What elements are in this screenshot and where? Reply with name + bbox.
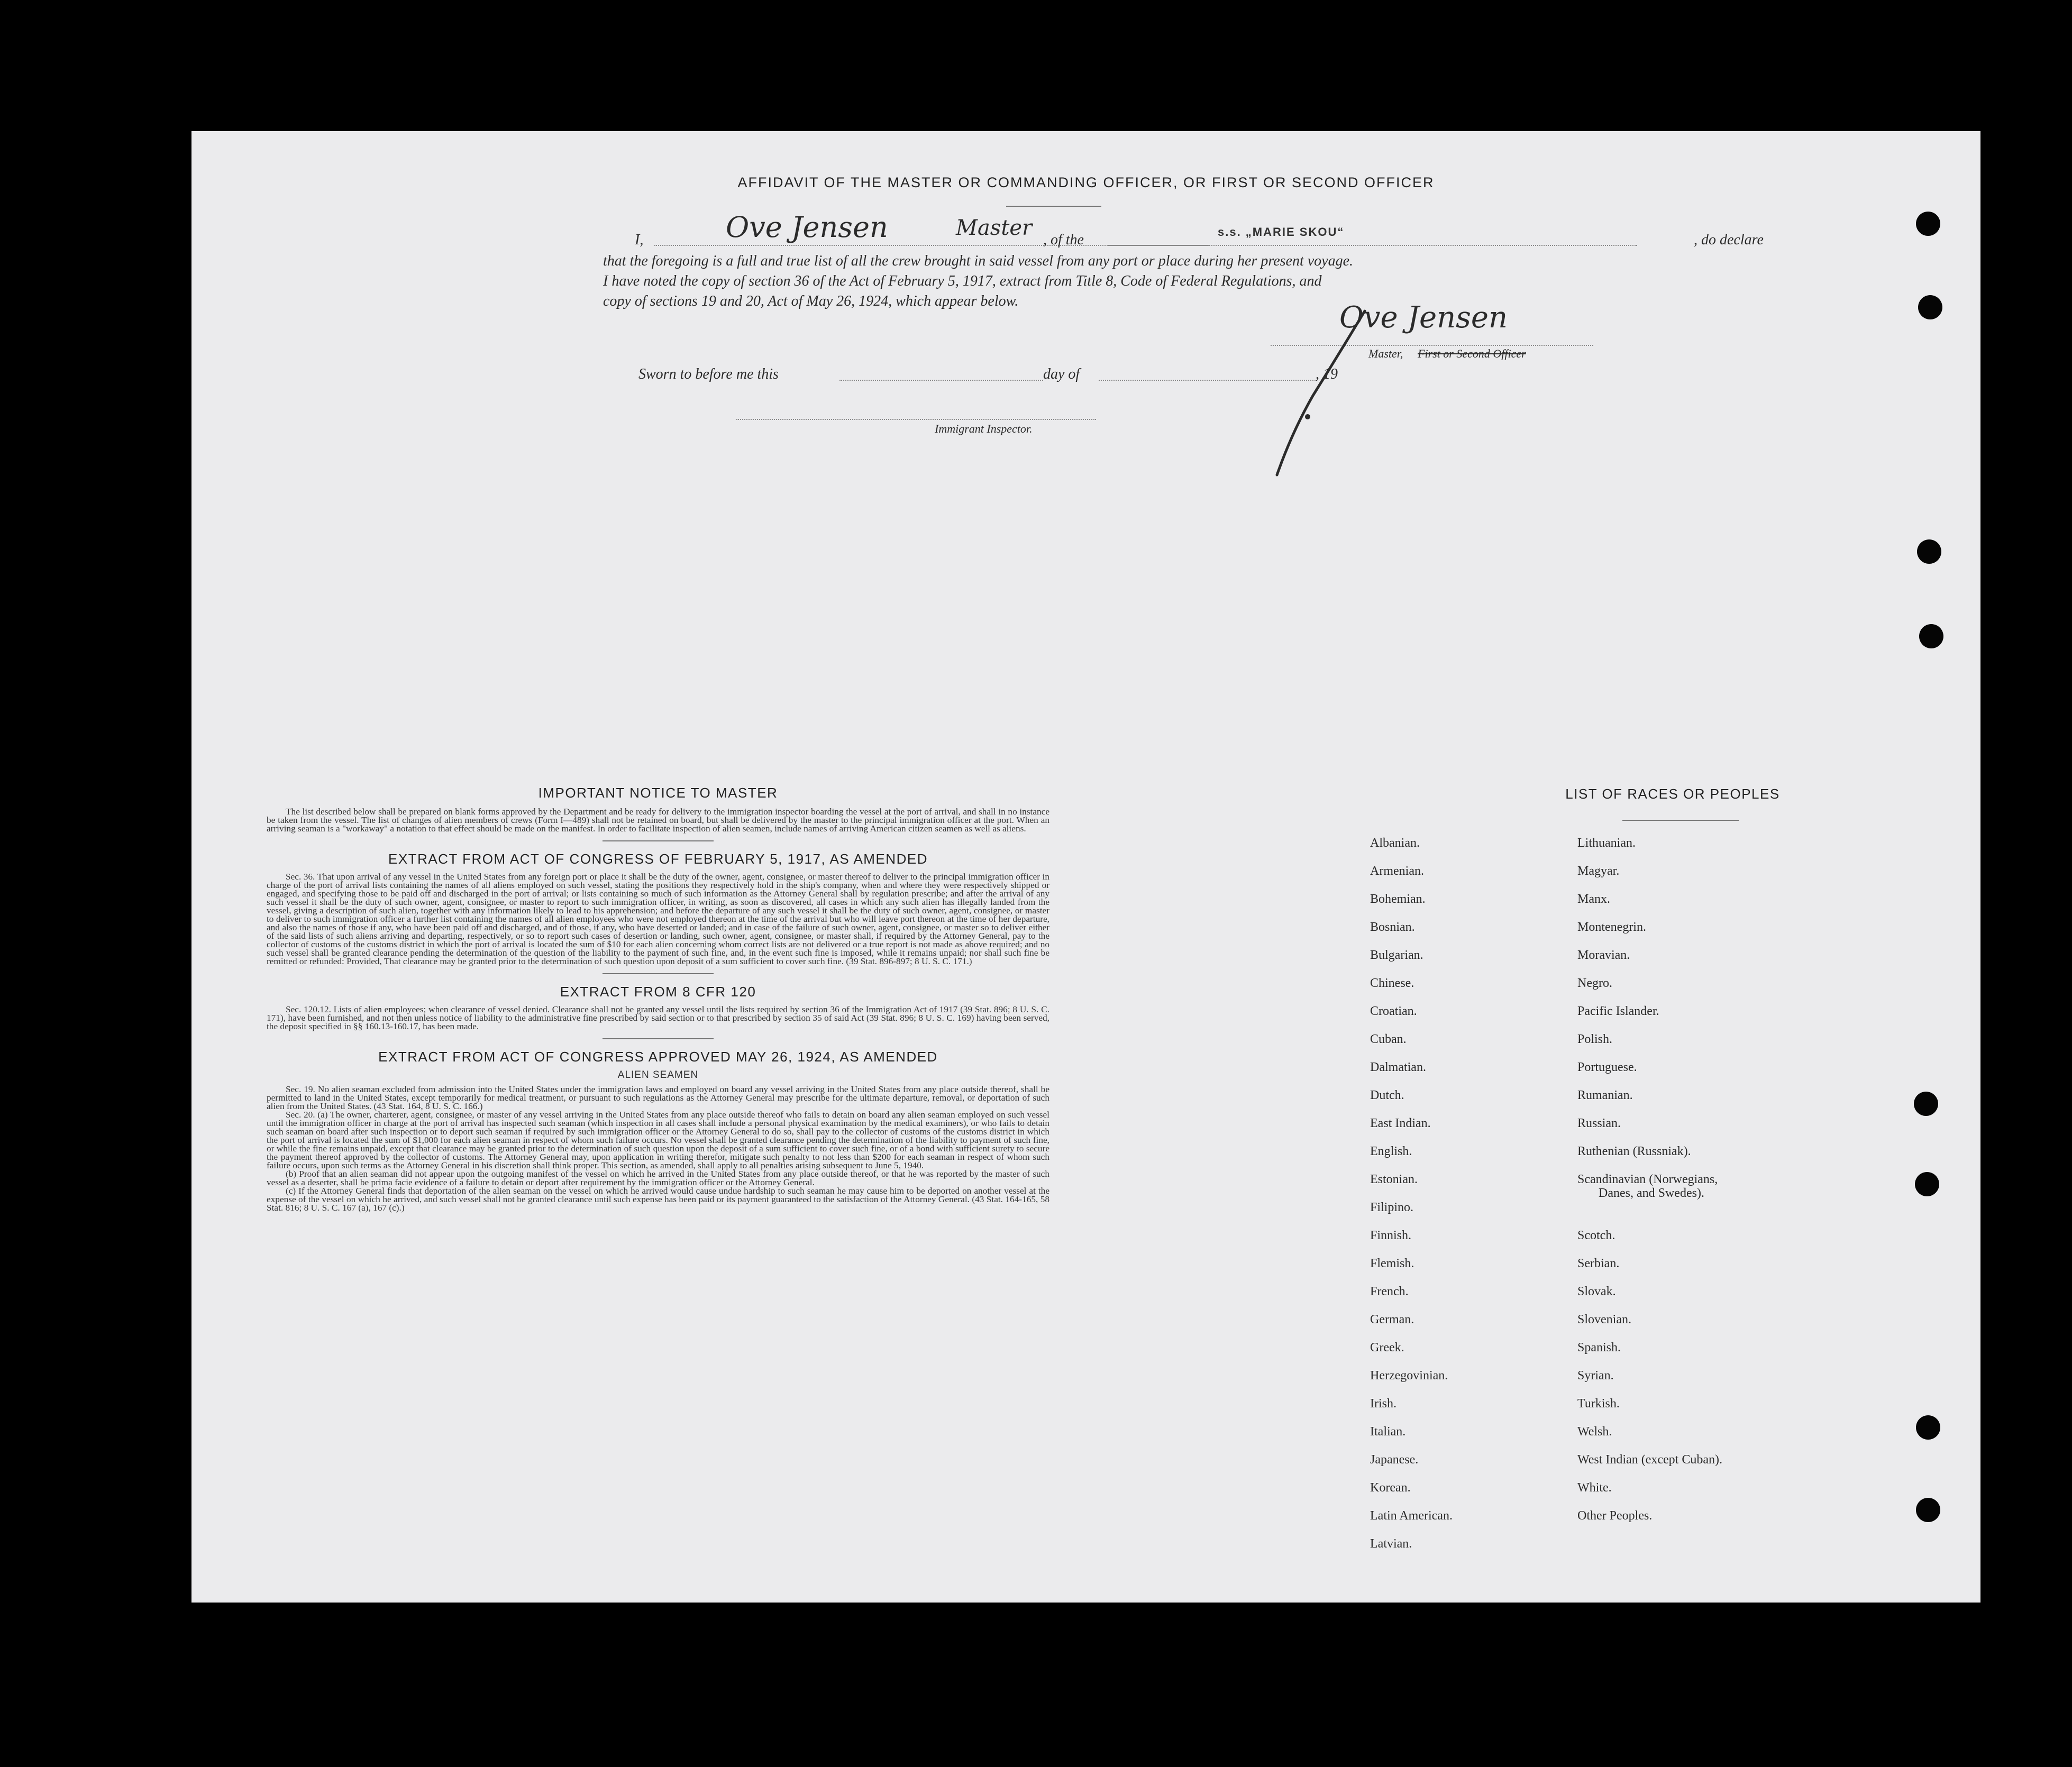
race-item: Pacific Islander.: [1577, 1004, 1659, 1018]
race-item: Portuguese.: [1577, 1060, 1637, 1074]
vessel-name: s.s. „MARIE SKOU“: [1218, 225, 1345, 239]
signature: Ove Jensen: [1339, 300, 1508, 335]
race-item: Bulgarian.: [1370, 948, 1423, 962]
race-item: German.: [1370, 1313, 1414, 1326]
extract-1924-title: EXTRACT FROM ACT OF CONGRESS APPROVED MAY 26, 1924, AS AMENDED: [378, 1049, 938, 1065]
race-item: Dutch.: [1370, 1088, 1404, 1102]
race-item: Latin American.: [1370, 1509, 1453, 1523]
race-item: Greek.: [1370, 1341, 1404, 1354]
race-item: Welsh.: [1577, 1425, 1612, 1439]
race-item: Danes, and Swedes).: [1599, 1186, 1704, 1200]
document-page: [191, 131, 1980, 1603]
race-item: Serbian.: [1577, 1257, 1620, 1270]
race-item: Cuban.: [1370, 1032, 1407, 1046]
race-item: Armenian.: [1370, 864, 1424, 878]
extract-1917-text: Sec. 36. That upon arrival of any vessel in the United States from any foreign port or place it shall be the duty of the owner, agent, consignee, or master thereof to deliver to the principal immigration officer in charge of the port of arrival lists containing the names of all aliens employed on such vessel, stating the positions they respectively hold in the ship's company, when and where they were respectively shipped or engaged, and specifying those to be paid off and discharged in the port of arrival; or lists containing so much of such information as the Attorney General shall by regulation prescribe; and after the arrival of any such vessel it shall be the duty of such owner, agent, consignee, or master to report to such immigration officer, in writing, as soon as discovered, all cases in which any such alien has illegally landed from the vessel, giving a description of such alien, together with any information likely to lead to his apprehension; and before the departure of any such vessel it shall be the duty of such owner, agent, consignee, or master to deliver to such immigration officer a further list containing the names of all alien employees who were not employed thereon at the time of the arrival but who will leave port thereon at the time of her departure, and also the names of those if any, who have been paid off and discharged, and of those, if any, who have deserted or landed; and in case of the failure of such owner, agent, consignee, or master so to deliver either of the said lists of such aliens arriving and departing, respectively, or so to report such cases of desertion or landing, such owner, agent, consignee, or master shall, if required by the Attorney General, pay to the collector of customs of the customs district in which the port of arrival is located the sum of $10 for each alien concerning whom correct lists are not delivered or a true report is not made as above required; and no such vessel shall be granted clearance pending the determination of the question of the liability to the payment of such fine, and, in the event such fine is imposed, while it remains unpaid; nor shall such fine be remitted or refunded: Provided, That clearance may be granted prior to the determination of such question upon deposit of a sum sufficient to cover such fine. (39 Stat. 896-897; 8 U. S. C. 171.): [267, 872, 1049, 966]
alien-seamen-subtitle: ALIEN SEAMEN: [617, 1069, 699, 1081]
race-item: Herzegovinian.: [1370, 1369, 1448, 1383]
extract-1924-paragraph: (b) Proof that an alien seaman did not appear upon the outgoing manifest of the vessel on which he arrived in the United States from any place outside thereof, or that he was reported by the master of such vessel as a deserter, shall be prima facie evidence of a failure to detain or deport after requirement by the immigration officer or the Attorney General.: [267, 1169, 1049, 1187]
races-title: LIST OF RACES OR PEOPLES: [1565, 786, 1780, 802]
extract-1924-paragraph: Sec. 19. No alien seaman excluded from admission into the United States under the immigration laws and employed on board any vessel arriving in the United States from any place outside thereof, shall be permitted to land in the United States, except temporarily for medical treatment, or pursuant to such regulations as the Attorney General may prescribe for the ultimate departure, removal, or deportation of such alien from the United States. (43 Stat. 164, 8 U. S. C. 166.): [267, 1084, 1049, 1111]
race-item: Turkish.: [1577, 1397, 1620, 1411]
extract-1924-paragraph: (c) If the Attorney General finds that deportation of the alien seaman on the vessel on which he arrived would cause undue hardship to such seaman he may cause him to be deported on another vessel at the expense of the vessel on which he arrived, and such vessel shall not be granted clearance until such expense has been paid or its payment guaranteed to the satisfaction of the Attorney General. (43 Stat. 164-165, 58 Stat. 816; 8 U. S. C. 167 (a), 167 (c).): [267, 1186, 1049, 1213]
races-divider: [1622, 820, 1739, 821]
inspector-line: [736, 419, 1096, 420]
race-item: Slovenian.: [1577, 1313, 1631, 1326]
affidavit-line-3: I have noted the copy of section 36 of the Act of February 5, 1917, extract from Title 8, Code of Federal Regulations, and: [603, 273, 1322, 289]
cfr-title: EXTRACT FROM 8 CFR 120: [560, 984, 756, 1000]
binder-hole: [1919, 624, 1943, 648]
handwritten-name: Ove Jensen: [726, 210, 888, 244]
race-item: Scandinavian (Norwegians,: [1577, 1173, 1718, 1186]
race-item: Magyar.: [1577, 864, 1620, 878]
race-item: Slovak.: [1577, 1285, 1616, 1298]
binder-hole: [1916, 1498, 1940, 1522]
sworn-label: Sworn to before me this: [638, 366, 779, 382]
sworn-day-line: [839, 380, 1043, 381]
extract-1924-text: [267, 1085, 1049, 1212]
race-item: Lithuanian.: [1577, 836, 1636, 850]
race-item: Albanian.: [1370, 836, 1420, 850]
race-item: Rumanian.: [1577, 1088, 1633, 1102]
race-item: Japanese.: [1370, 1453, 1419, 1467]
race-item: Polish.: [1577, 1032, 1613, 1046]
cfr-text: Sec. 120.12. Lists of alien employees; when clearance of vessel denied. Clearance shall not be granted any vessel until the lists required by section 36 of the Immigration Act of 1917 (39 Stat. 896; 8 U. S. C. 171), have been furnished, and not then unless notice of liability to the administrative fine prescribed by said section or to that prescribed by section 35 of said Act (39 Stat. 896; 8 U. S. C. 169) having been served, the deposit specified in §§ 160.13-160.17, has been made.: [267, 1004, 1049, 1031]
race-item: Bohemian.: [1370, 892, 1426, 906]
race-item: English.: [1370, 1145, 1412, 1158]
handwritten-title: Master: [956, 216, 1033, 240]
officer-struck-label: First or Second Officer: [1418, 347, 1526, 360]
binder-hole: [1916, 1415, 1940, 1440]
master-label: Master,: [1368, 347, 1403, 360]
extract-1917-title: EXTRACT FROM ACT OF CONGRESS OF FEBRUARY 5, 1917, AS AMENDED: [388, 851, 928, 867]
affidavit-title: AFFIDAVIT OF THE MASTER OR COMMANDING OFFICER, OR FIRST OR SECOND OFFICER: [737, 175, 1435, 190]
race-item: Spanish.: [1577, 1341, 1621, 1354]
binder-hole: [1914, 1092, 1938, 1116]
extract-1924-paragraph: Sec. 20. (a) The owner, charterer, agent, consignee, or master of any vessel arriving in the United States from any place outside thereof who fails to detain on board any alien seaman employed on such vessel until the immigration officer in charge at the port of arrival has inspected such seaman (which inspection in all cases shall include a personal physical examination by the medical examiners), or who fails to detain such seaman on board after such inspection or to deport such seaman if required by such immigration officer or the Attorney General to do so, shall pay to the collector of customs of the customs district in which the port of arrival is located the sum of $1,000 for each alien seaman in respect of whom such failure occurs. No vessel shall be granted clearance pending the determination of the liability to payment of such fine, or while the fine remains unpaid, except that clearance may be granted prior to the determination of such question upon the deposit of a sum sufficient to cover such fine, or of a bond with sufficient surety to secure the payment thereof approved by the collector of customs. The Attorney General may, upon application in writing therefor, mitigate such penalty to not less than $200 for each seaman in respect of whom such failure occurs, upon such terms as the Attorney General in his discretion shall think proper. This section, as amended, shall apply to all penalties arising subsequent to June 5, 1940.: [267, 1110, 1049, 1170]
race-item: Finnish.: [1370, 1229, 1412, 1242]
notice-title: IMPORTANT NOTICE TO MASTER: [538, 785, 778, 801]
races-column-2: [1577, 837, 1722, 1537]
binder-hole: [1916, 212, 1940, 236]
race-item: French.: [1370, 1285, 1409, 1298]
signature-stroke: [1249, 306, 1376, 480]
binder-hole: [1915, 1172, 1939, 1196]
race-item: Ruthenian (Russniak).: [1577, 1145, 1691, 1158]
do-declare-label: , do declare: [1694, 232, 1764, 248]
cfr-divider: [603, 1038, 714, 1039]
extract-1917-divider: [603, 973, 714, 974]
race-item: Bosnian.: [1370, 920, 1415, 934]
affidavit-line-4: copy of sections 19 and 20, Act of May 26, 1924, which appear below.: [603, 293, 1019, 309]
race-item: Moravian.: [1577, 948, 1630, 962]
race-item: White.: [1577, 1481, 1612, 1495]
race-item: Negro.: [1577, 976, 1612, 990]
race-item: Filipino.: [1370, 1201, 1414, 1214]
title-divider: [1006, 206, 1101, 207]
vessel-line: [1108, 245, 1637, 246]
race-item: West Indian (except Cuban).: [1577, 1453, 1722, 1467]
race-item: Croatian.: [1370, 1004, 1417, 1018]
year-label: , 19: [1316, 366, 1338, 382]
race-item: Scotch.: [1577, 1229, 1615, 1242]
left-column: [267, 785, 1049, 1212]
notice-divider: [603, 840, 714, 841]
race-item: Russian.: [1577, 1116, 1621, 1130]
race-item: Manx.: [1577, 892, 1610, 906]
binder-hole: [1917, 539, 1941, 564]
race-item: Estonian.: [1370, 1173, 1418, 1186]
race-item: Other Peoples.: [1577, 1509, 1653, 1523]
binder-hole: [1918, 295, 1942, 319]
race-item: Korean.: [1370, 1481, 1411, 1495]
inspector-label: Immigrant Inspector.: [935, 422, 1033, 435]
race-item: Syrian.: [1577, 1369, 1614, 1383]
race-item: Latvian.: [1370, 1537, 1412, 1551]
race-item: Italian.: [1370, 1425, 1406, 1439]
race-item: Chinese.: [1370, 976, 1414, 990]
race-item: Montenegrin.: [1577, 920, 1646, 934]
race-item: Flemish.: [1370, 1257, 1414, 1270]
of-the-label: , of the: [1043, 232, 1084, 248]
affidavit-i-label: I,: [635, 232, 644, 248]
notice-text: The list described below shall be prepared on blank forms approved by the Department and be ready for delivery to the immigration inspector boarding the vessel at the port of arrival, and shall in no instance be taken from the vessel. The list of changes of alien members of crews (Form I—489) shall not be retained on board, but shall be delivered by the master to the principal immigration officer at the port. When an arriving seaman is a "workaway" a notation to that effect should be made on the manifest. In order to facilitate inspection of alien seamen, include names of arriving American citizen seamen as well as aliens.: [267, 807, 1049, 834]
day-of-label: day of: [1043, 366, 1080, 382]
races-column-1: [1370, 837, 1453, 1565]
race-item: Irish.: [1370, 1397, 1396, 1411]
affidavit-line-2: that the foregoing is a full and true list of all the crew brought in said vessel from any port or place during her present voyage.: [603, 253, 1354, 269]
race-item: East Indian.: [1370, 1116, 1431, 1130]
race-item: Dalmatian.: [1370, 1060, 1426, 1074]
